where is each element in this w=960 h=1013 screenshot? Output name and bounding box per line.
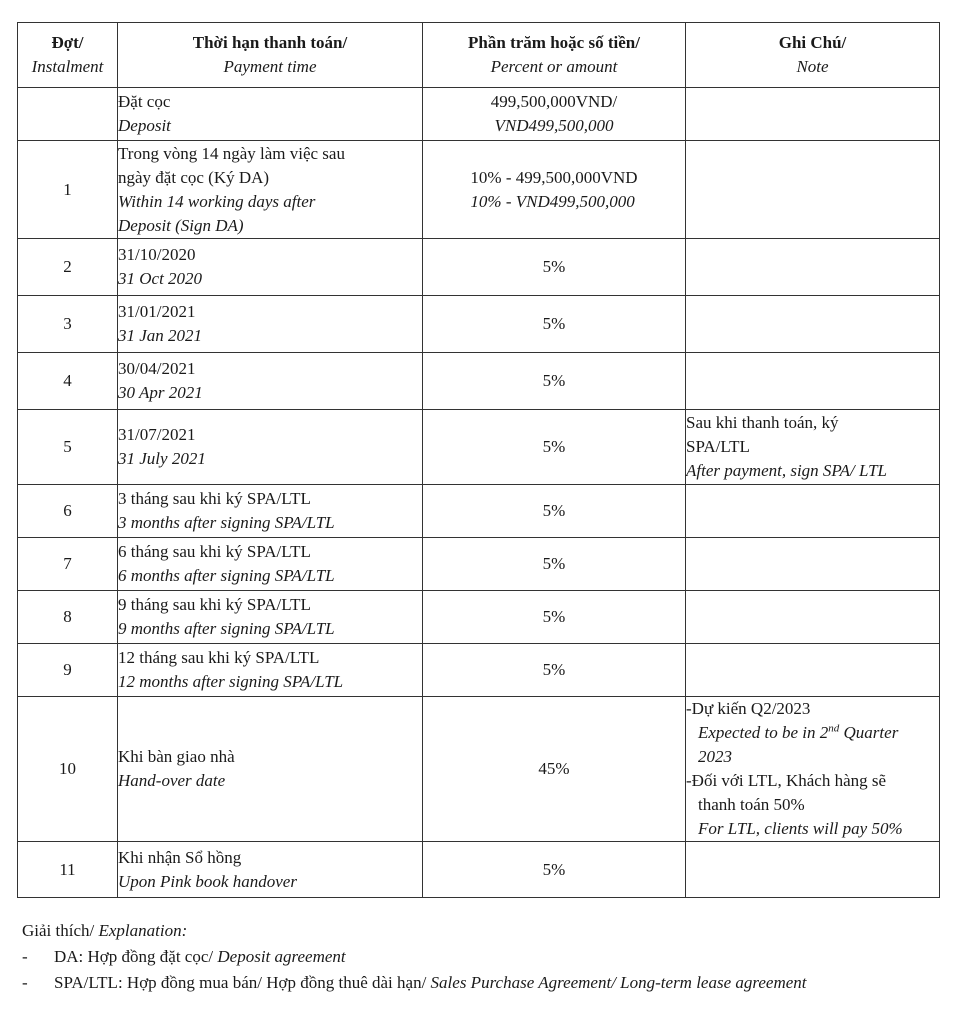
payment-time: Trong vòng 14 ngày làm việc sau ngày đặt cọc (Ký DA) Within 14 working days after Deposit (Sign DA): [118, 141, 423, 239]
header-amount: Phần trăm hoặc số tiền/ Percent or amount: [423, 23, 686, 88]
table-row: [18, 644, 940, 697]
payment-time: 9 tháng sau khi ký SPA/LTL 9 months after signing SPA/LTL: [118, 591, 423, 644]
payment-time: 6 tháng sau khi ký SPA/LTL 6 months after signing SPA/LTL: [118, 538, 423, 591]
table-row: [18, 591, 940, 644]
payment-time: Khi bàn giao nhà Hand-over date: [118, 697, 423, 842]
amount: 5%: [423, 239, 686, 296]
table-row: [18, 353, 940, 410]
table-row: [18, 296, 940, 353]
header-note: Ghi Chú/ Note: [686, 23, 940, 88]
note: [686, 353, 940, 410]
explanation-title: Giải thích/ Explanation:: [22, 921, 188, 940]
table-header-row: [18, 23, 940, 88]
amount: 5%: [423, 538, 686, 591]
header-payment-time: Thời hạn thanh toán/ Payment time: [118, 23, 423, 88]
instalment-number: 8: [18, 591, 118, 644]
note: [686, 141, 940, 239]
note: [686, 239, 940, 296]
instalment-number: 10: [18, 697, 118, 842]
table-row: [18, 141, 940, 239]
amount: 5%: [423, 842, 686, 898]
note: Sau khi thanh toán, ký SPA/LTL After payment, sign SPA/ LTL: [686, 410, 940, 485]
payment-time: 31/10/2020 31 Oct 2020: [118, 239, 423, 296]
header-instalment: Đợt/ Instalment: [18, 23, 118, 88]
instalment-number: [18, 88, 118, 141]
payment-time: Khi nhận Sổ hồng Upon Pink book handover: [118, 842, 423, 898]
note: [686, 842, 940, 898]
note: [686, 485, 940, 538]
payment-time: 31/07/2021 31 July 2021: [118, 410, 423, 485]
amount: 5%: [423, 353, 686, 410]
table-row: [18, 239, 940, 296]
note: [686, 296, 940, 353]
table-row: [18, 842, 940, 898]
note: [686, 88, 940, 141]
instalment-number: 9: [18, 644, 118, 697]
note: -Dự kiến Q2/2023 Expected to be in 2nd Quarter 2023 -Đối với LTL, Khách hàng sẽ thanh toán 50% For LTL, clients will pay 50%: [686, 697, 940, 842]
note: [686, 591, 940, 644]
instalment-number: 1: [18, 141, 118, 239]
amount: 5%: [423, 591, 686, 644]
instalment-number: 11: [18, 842, 118, 898]
instalment-number: 6: [18, 485, 118, 538]
instalment-number: 4: [18, 353, 118, 410]
amount: 10% - 499,500,000VND 10% - VND499,500,000: [423, 141, 686, 239]
explanation-item: - DA: Hợp đồng đặt cọc/ Deposit agreement: [22, 947, 346, 966]
amount: 5%: [423, 410, 686, 485]
table-row: [18, 538, 940, 591]
amount: 5%: [423, 296, 686, 353]
payment-time: 3 tháng sau khi ký SPA/LTL 3 months after signing SPA/LTL: [118, 485, 423, 538]
payment-time: 12 tháng sau khi ký SPA/LTL 12 months after signing SPA/LTL: [118, 644, 423, 697]
payment-time: Đặt cọc Deposit: [118, 88, 423, 141]
payment-time: 30/04/2021 30 Apr 2021: [118, 353, 423, 410]
payment-schedule-table: [17, 22, 940, 898]
instalment-number: 3: [18, 296, 118, 353]
amount: 5%: [423, 485, 686, 538]
explanation-item: - SPA/LTL: Hợp đồng mua bán/ Hợp đồng thuê dài hạn/ Sales Purchase Agreement/ Long-term lease agreement: [22, 973, 807, 992]
instalment-number: 7: [18, 538, 118, 591]
table-row: [18, 410, 940, 485]
payment-time: 31/01/2021 31 Jan 2021: [118, 296, 423, 353]
instalment-number: 5: [18, 410, 118, 485]
amount: 45%: [423, 697, 686, 842]
table-row: [18, 88, 940, 141]
amount: 5%: [423, 644, 686, 697]
note: [686, 538, 940, 591]
explanation-section: [22, 918, 942, 996]
note: [686, 644, 940, 697]
amount: 499,500,000VND/ VND499,500,000: [423, 88, 686, 141]
instalment-number: 2: [18, 239, 118, 296]
table-row: [18, 485, 940, 538]
table-row: [18, 697, 940, 842]
